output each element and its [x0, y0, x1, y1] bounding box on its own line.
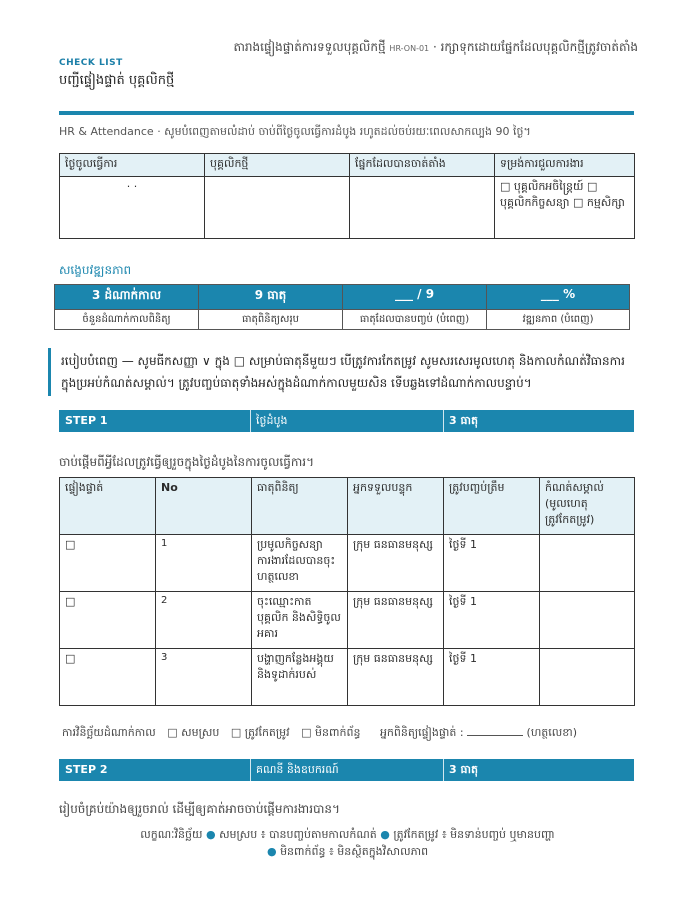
progress-percent-caption: វឌ្ឍនភាព (បំពេញ) [487, 310, 630, 330]
employee-field[interactable] [205, 177, 350, 239]
decision-needs-correction-checkbox[interactable]: □ ត្រូវកែតម្រូវ [230, 726, 290, 739]
progress-summary-heading: សង្ខេបវឌ្ឍនភាព [59, 263, 132, 277]
table-row [60, 592, 635, 649]
employee-info-table [59, 153, 635, 239]
document-subtitle: បញ្ជីផ្ទៀងផ្ទាត់ បុគ្គលិកថ្មី [59, 73, 175, 88]
number-header: No [156, 478, 252, 535]
row-number: 1 [156, 535, 252, 592]
stage-decision-line [62, 725, 577, 742]
step1-count: 3 ធាតុ [449, 414, 478, 427]
decision-not-applicable-checkbox[interactable]: □ មិនពាក់ព័ន្ធ [301, 726, 361, 739]
document-title-line [160, 39, 638, 57]
legend-appropriate: សមស្រប ៖ បានបញ្ចប់តាមកាលកំណត់ [219, 828, 377, 841]
department-field[interactable] [350, 177, 495, 239]
row-due: ថ្ងៃទី 1 [444, 592, 540, 649]
row-checkbox[interactable]: □ [60, 592, 156, 649]
row-note-field[interactable] [540, 592, 635, 649]
check-list-label: CHECK LIST [59, 58, 123, 68]
table-row [60, 649, 635, 706]
legend-prefix: លក្ខណៈវិនិច្ឆ័យ [140, 828, 203, 841]
start-date-field[interactable]: · · [60, 177, 205, 239]
row-note-field[interactable] [540, 649, 635, 706]
row-checkbox[interactable]: □ [60, 535, 156, 592]
document-title: តារាងផ្ទៀងផ្ទាត់ការទទួលបុគ្គលិកថ្មី [233, 40, 386, 54]
step2-label: STEP 2 [65, 763, 108, 776]
meta-line: HR & Attendance · សូមបំពេញតាមលំដាប់ ចាប់ពីថ្ងៃចូលធ្វើការដំបូង រហូតដល់ចប់រយៈពេលសាកល្បង 90 ថ្ងៃ។ [59, 125, 531, 138]
bullet-icon: ● [205, 828, 216, 841]
check-item-header: ធាតុពិនិត្យ [252, 478, 348, 535]
row-number: 3 [156, 649, 252, 706]
signature-label: (ហត្ថលេខា) [526, 726, 578, 739]
stage-decision-label: ការវិនិច្ឆ័យដំណាក់កាល [62, 726, 156, 739]
criteria-legend [0, 826, 695, 860]
employment-type-options[interactable]: □ បុគ្គលិកអចិន្ត្រៃយ៍ □ បុគ្គលិកកិច្ចសន្យា □ កម្មសិក្សា [495, 177, 635, 239]
step2-count: 3 ធាតុ [449, 763, 478, 776]
step2-name: គណនី និងឧបករណ៍ [256, 763, 339, 776]
start-date-header: ថ្ងៃចូលធ្វើការ [60, 154, 205, 177]
step2-description: រៀបចំគ្រប់យ៉ាងឲ្យរួចរាល់ ដើម្បីឲ្យគាត់អាចចាប់ផ្ដើមការងារបាន។ [59, 802, 340, 816]
bullet-icon: ● [380, 828, 390, 841]
row-item: ប្រមូលកិច្ចសន្យាការងារដែលបានចុះហត្ថលេខា [252, 535, 348, 592]
row-due: ថ្ងៃទី 1 [444, 535, 540, 592]
document-storage-note: · រក្សាទុកដោយផ្នែកដែលបុគ្គលិកថ្មីត្រូវចាត់តាំង [432, 40, 638, 54]
stage-count-value: 3 ដំណាក់កាល [55, 285, 199, 310]
owner-header: អ្នកទទួលបន្ទុក [348, 478, 444, 535]
row-item: ចុះឈ្មោះកាតបុគ្គលិក និងសិទ្ធិចូលអគារ [252, 592, 348, 649]
item-total-caption: ធាតុពិនិត្យសរុប [199, 310, 343, 330]
legend-not-applicable: មិនពាក់ព័ន្ធ ៖ មិនស្ថិតក្នុងវិសាលភាព [280, 845, 429, 858]
department-header: ផ្នែកដែលបានចាត់តាំង [350, 154, 495, 177]
instructions-callout: របៀបបំពេញ — សូមធីកសញ្ញា ∨ ក្នុង □ សម្រាប់ធាតុនីមួយៗ បើត្រូវការកែតម្រូវ សូមសរសេរមូលហេតុ និងកាលកំណត់វិធានការក្នុងប្រអប់កំណត់សម្គាល់។ ត្រូវបញ្ចប់ធាតុទាំងអស់ក្នុងដំណាក់កាលមួយសិន ទើបឆ្លងទៅដំណាក់កាលបន្ទាប់។ [48, 348, 638, 396]
step2-bar [59, 759, 634, 781]
completed-items-caption: ធាតុដែលបានបញ្ចប់ (បំពេញ) [343, 310, 487, 330]
step1-description: ចាប់ផ្ដើមពីអ្វីដែលត្រូវធ្វើឲ្យរួចក្នុងថ្ងៃដំបូងនៃការចូលធ្វើការ។ [59, 455, 314, 469]
table-row [60, 535, 635, 592]
step1-name: ថ្ងៃដំបូង [256, 414, 288, 427]
progress-percent-field[interactable]: ___ % [487, 285, 630, 310]
row-note-field[interactable] [540, 535, 635, 592]
bullet-icon: ● [266, 845, 277, 858]
row-owner: ក្រុម ធនធានមនុស្ស [348, 592, 444, 649]
checker-signature-field[interactable] [467, 725, 523, 736]
legend-needs-correction: ត្រូវកែតម្រូវ ៖ មិនទាន់បញ្ចប់ ឬមានបញ្ហា [393, 828, 555, 841]
employment-type-header: ទម្រង់ការជួលការងារ [495, 154, 635, 177]
item-total-value: 9 ធាតុ [199, 285, 343, 310]
step1-label: STEP 1 [65, 414, 108, 427]
row-checkbox[interactable]: □ [60, 649, 156, 706]
header-divider [59, 111, 634, 115]
progress-summary-table [54, 284, 630, 330]
document-code: HR-ON-01 [389, 44, 430, 53]
due-header: ត្រូវបញ្ចប់ត្រឹម [444, 478, 540, 535]
checker-label: អ្នកពិនិត្យផ្ទៀងផ្ទាត់ : [379, 726, 464, 739]
row-number: 2 [156, 592, 252, 649]
stage-count-caption: ចំនួនដំណាក់កាលពិនិត្យ [55, 310, 199, 330]
employee-header: បុគ្គលិកថ្មី [205, 154, 350, 177]
note-header: កំណត់សម្គាល់ (មូលហេតុត្រូវកែតម្រូវ) [540, 478, 635, 535]
decision-appropriate-checkbox[interactable]: □ សមស្រប [167, 726, 220, 739]
row-due: ថ្ងៃទី 1 [444, 649, 540, 706]
row-owner: ក្រុម ធនធានមនុស្ស [348, 535, 444, 592]
completed-items-field[interactable]: ___ / 9 [343, 285, 487, 310]
row-owner: ក្រុម ធនធានមនុស្ស [348, 649, 444, 706]
step1-task-table [59, 477, 635, 706]
row-item: បង្ហាញកន្លែងអង្គុយ និងទូដាក់របស់ [252, 649, 348, 706]
verify-header: ផ្ទៀងផ្ទាត់ [60, 478, 156, 535]
step1-bar [59, 410, 634, 432]
